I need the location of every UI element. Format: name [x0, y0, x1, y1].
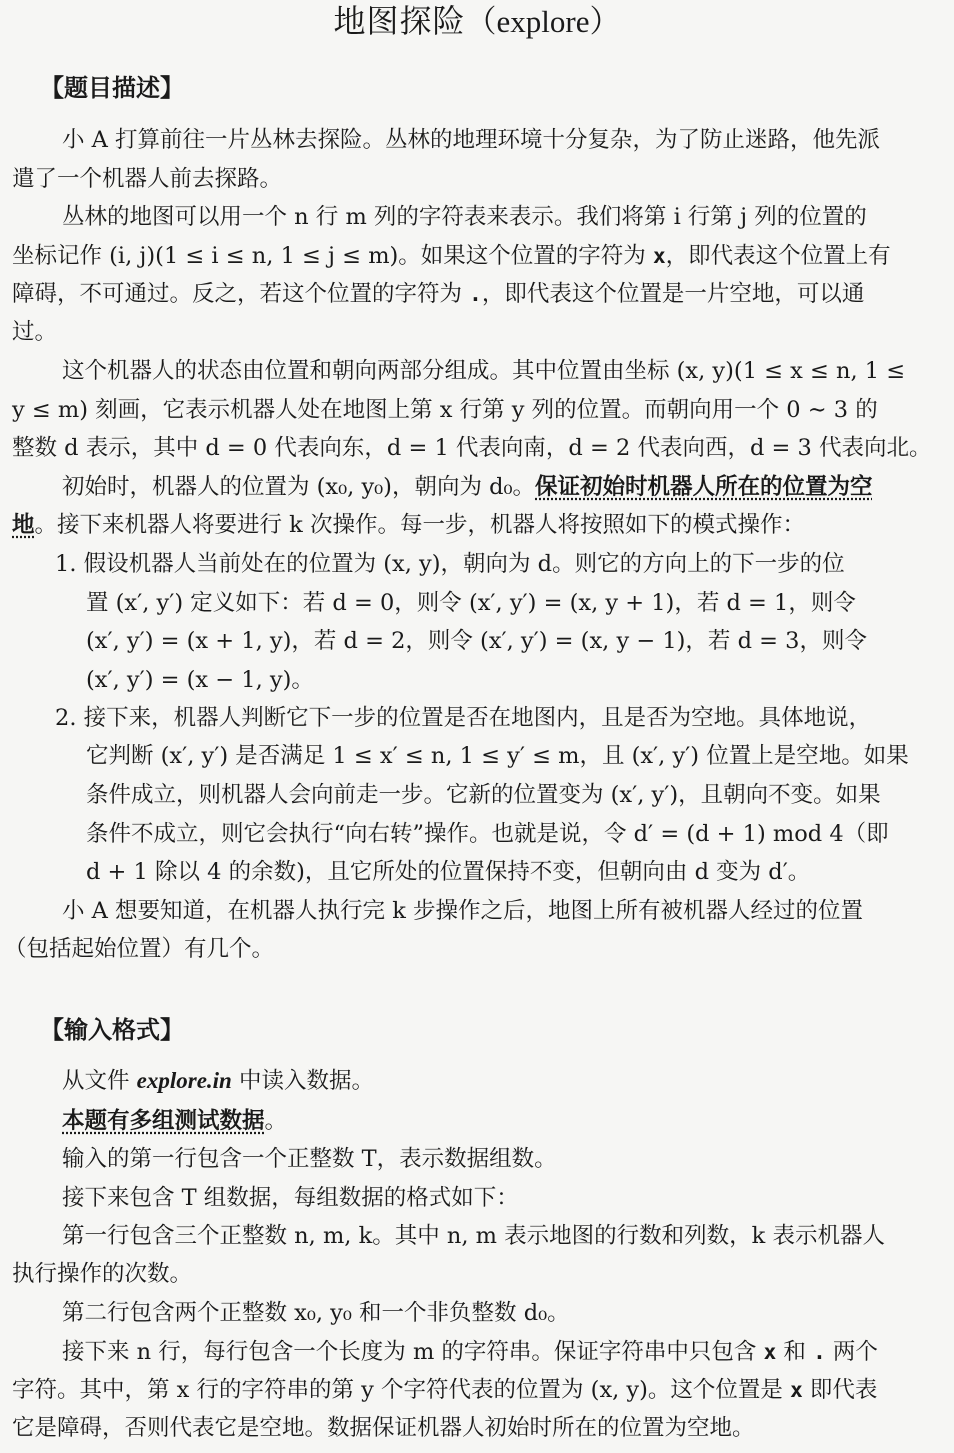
text: 小 A 打算前往一片丛林去探险。丛林的地理环境十分复杂，为了防止迷路，他先派	[62, 127, 881, 153]
input-file-name: explore.in	[136, 1068, 232, 1093]
text: 字符。其中，第 x 行的字符串的第 y 个字符代表的位置为 (x, y)。这个位置是	[12, 1377, 791, 1403]
text-line	[62, 1337, 878, 1367]
text: 初始时，机器人的位置为 (x₀, y₀)，朝向为 d₀。	[62, 474, 536, 500]
text-line	[62, 125, 942, 155]
text: （包括起始位置）有几个。	[4, 936, 275, 962]
text-line	[62, 896, 863, 926]
text: 接下来 n 行，每行包含一个长度为 m 的字符串。保证字符串中只包含	[62, 1339, 764, 1365]
text-line	[12, 1375, 877, 1405]
text-line	[62, 1221, 885, 1251]
text: ，即代表这个位置上有	[665, 243, 891, 269]
obstacle-char: x	[763, 1340, 777, 1364]
text: 第二行包含两个正整数 x₀, y₀ 和一个非负整数 d₀。	[62, 1300, 570, 1326]
text: 置 (x′, y′) 定义如下：若 d = 0，则令 (x′, y′) = (x, y + 1)，若 d = 1，则令	[86, 590, 856, 616]
text: 它是障碍，否则代表它是空地。数据保证机器人初始时所在的位置为空地。	[12, 1415, 755, 1441]
text: 1. 假设机器人当前处在的位置为 (x, y)，朝向为 d。则它的方向上的下一步的位	[55, 551, 845, 577]
page-title	[0, 1, 954, 42]
text: 坐标记作 (i, j)(1 ≤ i ≤ n, 1 ≤ j ≤ m)。如果这个位置的字符为	[12, 243, 653, 269]
list-item-2-line	[86, 857, 810, 887]
text-line	[12, 1259, 192, 1289]
text: 整数 d 表示，其中 d = 0 代表向东，d = 1 代表向南，d = 2 代表向西，d = 3 代表向北。	[12, 435, 932, 461]
text: 第一行包含三个正整数 n, m, k。其中 n, m 表示地图的行数和列数，k 表示机器人	[62, 1223, 885, 1249]
text: 这个机器人的状态由位置和朝向两部分组成。其中位置由坐标 (x, y)(1 ≤ x ≤ n, 1 ≤	[62, 358, 906, 384]
text: y ≤ m) 刻画，它表示机器人处在地图上第 x 行第 y 列的位置。而朝向用一个 0 ∼ 3 的	[12, 397, 878, 423]
list-item-1-line	[86, 588, 856, 618]
text: 障碍，不可通过。反之，若这个位置的字符为	[12, 281, 470, 307]
text-line	[62, 472, 873, 502]
text: 两个	[825, 1339, 878, 1365]
section-heading-input: 【输入格式】	[40, 1016, 184, 1044]
text-line	[62, 202, 867, 232]
text: 接下来包含 T 组数据，每组数据的格式如下：	[62, 1185, 519, 1211]
list-item-1-line	[86, 665, 314, 695]
text: (x′, y′) = (x − 1, y)。	[86, 667, 314, 693]
text-line	[62, 356, 905, 386]
text: (x′, y′) = (x + 1, y)，若 d = 2，则令 (x′, y′) = (x, y − 1)，若 d = 3，则令	[86, 628, 867, 654]
text-line	[62, 1066, 374, 1096]
guarantee-text: 地	[12, 512, 35, 538]
section-heading-description: 【题目描述】	[40, 74, 184, 102]
text-line	[62, 1144, 557, 1174]
empty-char: .	[813, 1340, 826, 1364]
list-item-1-line	[55, 549, 845, 579]
text: 。	[264, 1108, 288, 1134]
text: 中读入数据。	[231, 1068, 375, 1094]
text: d + 1 除以 4 的余数)，且它所处的位置保持不变，但朝向由 d 变为 d′。	[86, 859, 811, 885]
text: 执行操作的次数。	[12, 1261, 193, 1287]
list-item-1-line	[86, 626, 867, 656]
text: 即代表	[802, 1377, 878, 1403]
title-english: （explore）	[465, 4, 621, 39]
text: ，即代表这个位置是一片空地，可以通	[481, 281, 865, 307]
text: 输入的第一行包含一个正整数 T，表示数据组数。	[62, 1146, 557, 1172]
text: 遣了一个机器人前去探路。	[12, 166, 283, 192]
text-line	[12, 164, 282, 194]
text-line	[12, 395, 878, 425]
text-line	[62, 1298, 570, 1328]
text-line	[12, 1413, 755, 1443]
list-item-2-line	[86, 819, 889, 849]
text-line	[62, 1183, 519, 1213]
text-line	[12, 433, 931, 463]
text-line	[12, 279, 864, 309]
text: 条件成立，则机器人会向前走一步。它新的位置变为 (x′, y′)，且朝向不变。如果	[86, 782, 881, 808]
text-line	[12, 241, 891, 271]
title-chinese: 地图探险	[333, 2, 466, 40]
multi-test-notice: 本题有多组测试数据	[62, 1108, 265, 1134]
list-item-2-line	[86, 741, 909, 771]
text: 条件不成立，则它会执行“向右转”操作。也就是说，令 d′ = (d + 1) mod 4（即	[86, 821, 889, 847]
guarantee-text: 保证初始时机器人所在的位置为空	[535, 474, 873, 500]
text: 和	[776, 1339, 814, 1365]
text: 。接下来机器人将要进行 k 次操作。每一步，机器人将按照如下的模式操作：	[34, 512, 805, 538]
text-line	[12, 317, 57, 347]
obstacle-char: x	[790, 1378, 803, 1402]
text: 从文件	[62, 1068, 137, 1094]
text-line	[4, 934, 274, 964]
list-item-2-line	[55, 703, 871, 733]
text: 过。	[12, 319, 58, 345]
text: 小 A 想要知道，在机器人执行完 k 步操作之后，地图上所有被机器人经过的位置	[62, 898, 863, 924]
text: 2. 接下来，机器人判断它下一步的位置是否在地图内，且是否为空地。具体地说，	[55, 705, 872, 731]
text-line	[12, 510, 805, 540]
obstacle-char: x	[652, 244, 666, 268]
list-item-2-line	[86, 780, 881, 810]
text: 它判断 (x′, y′) 是否满足 1 ≤ x′ ≤ n, 1 ≤ y′ ≤ m，且 (x′, y′) 位置上是空地。如果	[86, 743, 909, 769]
text: 丛林的地图可以用一个 n 行 m 列的字符表来表示。我们将第 i 行第 j 列的位置的	[62, 204, 867, 230]
empty-char: .	[469, 282, 482, 306]
text-line	[62, 1106, 287, 1136]
